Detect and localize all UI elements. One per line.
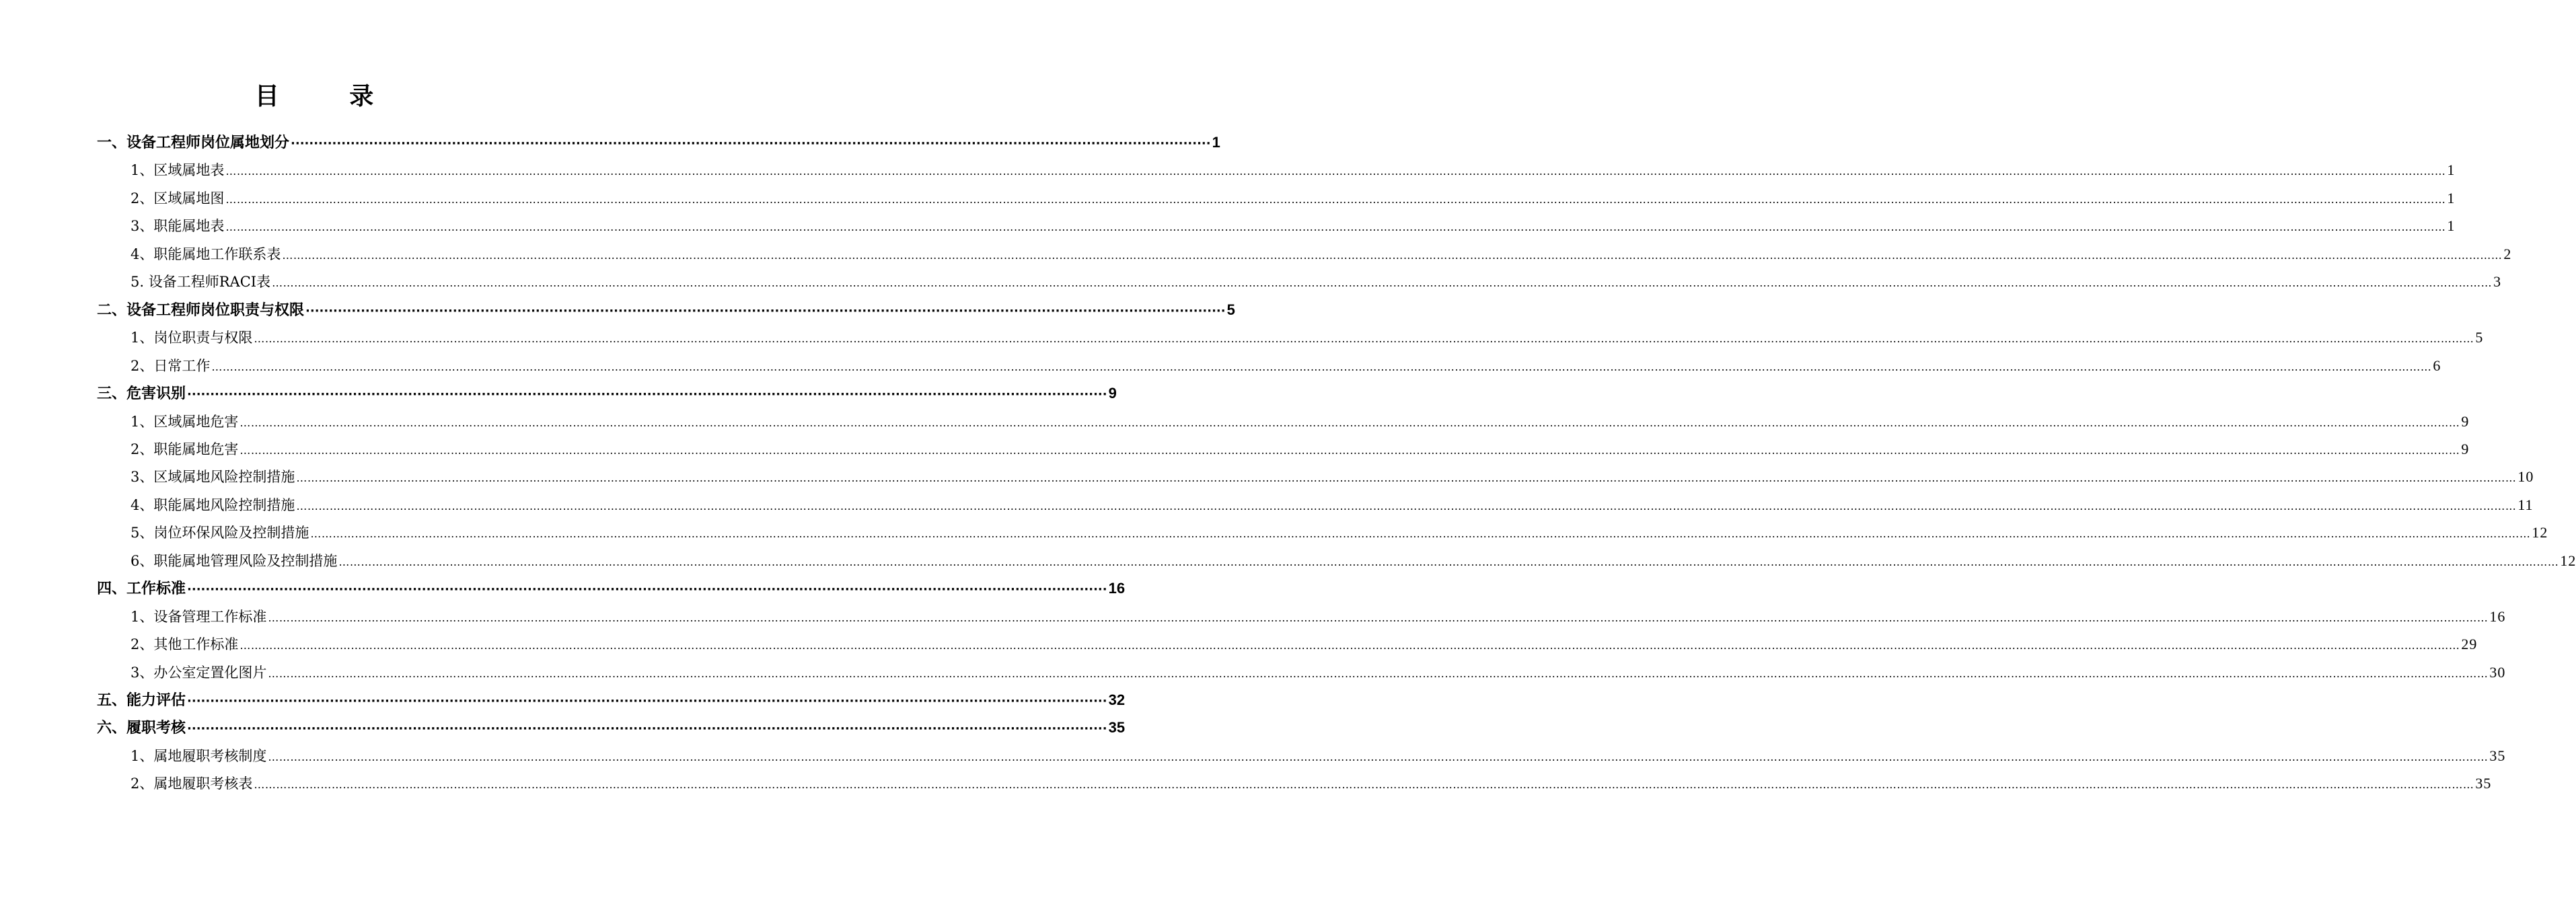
toc-page-number: 1: [2447, 190, 2456, 206]
toc-entry-label: 5、岗位环保风险及控制措施: [131, 525, 309, 541]
toc-entry-label: 1、设备管理工作标准: [131, 609, 267, 625]
toc-page-number: 1: [1212, 134, 1220, 151]
toc-entry[interactable]: [131, 745, 2506, 767]
toc-entry[interactable]: [131, 411, 2470, 432]
toc-entry-label: 3、办公室定置化图片: [131, 665, 267, 681]
toc-page-number: 6: [2433, 357, 2441, 374]
toc-page-number: 35: [2489, 747, 2506, 764]
toc-entry-label: 1、区域属地表: [131, 162, 225, 178]
toc-entry-label: 2、职能属地危害: [131, 441, 239, 457]
toc-leader-dots: ……………………………………………………………………………………………………………………………………………………………………………………………………………………………………………………………………………………………………………………………………………………………………………………………………………………………………………………………………………………………………………………………………………………: [338, 556, 2559, 568]
toc-page-number: 16: [2489, 608, 2506, 625]
toc-entry-label: 五、能力评估: [97, 692, 186, 709]
toc-entry-label: 4、职能属地工作联系表: [131, 246, 281, 262]
toc-entry-label: 四、工作标准: [97, 580, 186, 597]
toc-leader-dots: ……………………………………………………………………………………………………………………………………………………………………………………………………………………………………………………………………………………………………………………………………………………………………………………………………………………………………………………………………………………………………………………………………………………: [240, 444, 2460, 457]
toc-entry-label: 6、职能属地管理风险及控制措施: [131, 553, 338, 569]
toc-entry-label: 2、其他工作标准: [131, 636, 239, 652]
toc-page-number: 9: [2461, 413, 2470, 430]
toc-entry[interactable]: [131, 271, 2502, 293]
toc-entry-label: 5. 设备工程师RACI表: [131, 274, 271, 290]
toc-entry[interactable]: [131, 327, 2484, 348]
toc-page-number: 3: [2493, 273, 2502, 290]
toc-page-number: 1: [2447, 161, 2456, 178]
toc-leader-dots: ········································································································································································································: [187, 387, 1107, 402]
toc-page-number: 1: [2447, 217, 2456, 234]
toc-page-number: 32: [1108, 691, 1126, 708]
toc-leader-dots: ……………………………………………………………………………………………………………………………………………………………………………………………………………………………………………………………………………………………………………………………………………………………………………………………………………………………………………………………………………………………………………………………………………………: [240, 639, 2460, 652]
toc-leader-dots: ……………………………………………………………………………………………………………………………………………………………………………………………………………………………………………………………………………………………………………………………………………………………………………………………………………………………………………………………………………………………………………………………………………………: [254, 778, 2474, 791]
toc-leader-dots: ……………………………………………………………………………………………………………………………………………………………………………………………………………………………………………………………………………………………………………………………………………………………………………………………………………………………………………………………………………………………………………………………………………………: [225, 165, 2446, 178]
toc-entry-label: 3、区域属地风险控制措施: [131, 469, 295, 485]
toc-leader-dots: ……………………………………………………………………………………………………………………………………………………………………………………………………………………………………………………………………………………………………………………………………………………………………………………………………………………………………………………………………………………………………………………………………………………: [272, 276, 2493, 289]
toc-entry-label: 2、属地履职考核表: [131, 776, 253, 792]
toc-entry-label: 三、危害识别: [97, 385, 186, 402]
toc-entry-label: 1、岗位职责与权限: [131, 330, 253, 346]
toc-leader-dots: ……………………………………………………………………………………………………………………………………………………………………………………………………………………………………………………………………………………………………………………………………………………………………………………………………………………………………………………………………………………………………………………………………………………: [282, 249, 2503, 262]
toc-page-number: 11: [2517, 496, 2534, 513]
toc-entry[interactable]: [131, 634, 2478, 655]
toc-entry[interactable]: [97, 689, 1126, 711]
toc-entry[interactable]: [131, 662, 2506, 683]
toc-page-number: 9: [2461, 441, 2470, 457]
toc-entry[interactable]: [131, 773, 2492, 794]
toc-page-number: 10: [2517, 468, 2534, 485]
toc-entry[interactable]: [131, 606, 2506, 628]
toc-entry[interactable]: [131, 550, 2576, 572]
toc-page-number: 5: [2475, 329, 2484, 346]
toc-page-number: 9: [1108, 385, 1117, 402]
toc-leader-dots: ········································································································································································································: [187, 722, 1107, 736]
toc-page-number: 35: [1108, 719, 1126, 736]
toc-leader-dots: ……………………………………………………………………………………………………………………………………………………………………………………………………………………………………………………………………………………………………………………………………………………………………………………………………………………………………………………………………………………………………………………………………………………: [268, 667, 2489, 680]
toc-leader-dots: ……………………………………………………………………………………………………………………………………………………………………………………………………………………………………………………………………………………………………………………………………………………………………………………………………………………………………………………………………………………………………………………………………………………: [268, 611, 2489, 624]
toc-page-number: 2: [2503, 246, 2512, 262]
toc-entry[interactable]: [131, 188, 2456, 209]
toc-entry[interactable]: [97, 132, 1220, 153]
toc-leader-dots: ……………………………………………………………………………………………………………………………………………………………………………………………………………………………………………………………………………………………………………………………………………………………………………………………………………………………………………………………………………………………………………………………………………………: [211, 361, 2432, 373]
toc-leader-dots: ········································································································································································································: [187, 694, 1107, 708]
toc-page-number: 16: [1108, 580, 1126, 597]
toc-entry-label: 1、属地履职考核制度: [131, 748, 267, 764]
toc-entry[interactable]: [97, 299, 1235, 321]
toc-leader-dots: ……………………………………………………………………………………………………………………………………………………………………………………………………………………………………………………………………………………………………………………………………………………………………………………………………………………………………………………………………………………………………………………………………………………: [240, 416, 2460, 429]
toc-leader-dots: ……………………………………………………………………………………………………………………………………………………………………………………………………………………………………………………………………………………………………………………………………………………………………………………………………………………………………………………………………………………………………………………………………………………: [225, 221, 2446, 233]
toc-page-number: 29: [2461, 636, 2478, 652]
toc-leader-dots: ········································································································································································································: [305, 304, 1226, 318]
toc-entry[interactable]: [131, 466, 2534, 488]
toc-leader-dots: ……………………………………………………………………………………………………………………………………………………………………………………………………………………………………………………………………………………………………………………………………………………………………………………………………………………………………………………………………………………………………………………………………………………: [310, 527, 2531, 540]
toc-entry-label: 2、日常工作: [131, 358, 211, 374]
toc-entry[interactable]: [131, 243, 2512, 265]
toc-leader-dots: ········································································································································································································: [187, 582, 1107, 597]
toc-leader-dots: ……………………………………………………………………………………………………………………………………………………………………………………………………………………………………………………………………………………………………………………………………………………………………………………………………………………………………………………………………………………………………………………………………………………: [254, 332, 2474, 345]
toc-entry-label: 六、履职考核: [97, 720, 186, 737]
toc-entry-label: 二、设备工程师岗位职责与权限: [97, 302, 305, 319]
page-title: 目 录: [254, 83, 405, 110]
toc-leader-dots: ……………………………………………………………………………………………………………………………………………………………………………………………………………………………………………………………………………………………………………………………………………………………………………………………………………………………………………………………………………………………………………………………………………………: [296, 500, 2517, 513]
toc-entry-label: 1、区域属地危害: [131, 414, 239, 430]
toc-entry-label: 4、职能属地风险控制措施: [131, 497, 295, 513]
toc-entry-label: 2、区域属地图: [131, 190, 225, 206]
toc-entry[interactable]: [97, 578, 1126, 599]
toc-entry[interactable]: [131, 494, 2534, 516]
toc-entry[interactable]: [131, 439, 2470, 460]
toc-entry[interactable]: [97, 383, 1117, 404]
toc-leader-dots: ……………………………………………………………………………………………………………………………………………………………………………………………………………………………………………………………………………………………………………………………………………………………………………………………………………………………………………………………………………………………………………………………………………………: [225, 193, 2446, 206]
toc-entry[interactable]: [97, 717, 1126, 739]
toc-page-number: 30: [2489, 664, 2506, 681]
toc-leader-dots: ……………………………………………………………………………………………………………………………………………………………………………………………………………………………………………………………………………………………………………………………………………………………………………………………………………………………………………………………………………………………………………………………………………………: [268, 751, 2489, 763]
toc-entry-label: 一、设备工程师岗位属地划分: [97, 135, 290, 151]
toc-entry[interactable]: [131, 215, 2456, 237]
toc-entry[interactable]: [131, 159, 2456, 181]
toc-page-number: 12: [2560, 552, 2576, 569]
toc-leader-dots: ……………………………………………………………………………………………………………………………………………………………………………………………………………………………………………………………………………………………………………………………………………………………………………………………………………………………………………………………………………………………………………………………………………………: [296, 472, 2517, 484]
toc-leader-dots: ········································································································································································································: [291, 137, 1211, 151]
toc-page-number: 5: [1226, 301, 1235, 318]
toc-page-number: 35: [2475, 775, 2492, 792]
toc-entry[interactable]: [131, 355, 2441, 377]
toc-page-number: 12: [2532, 524, 2548, 541]
toc-entry-label: 3、职能属地表: [131, 218, 225, 234]
toc-entry[interactable]: [131, 522, 2548, 543]
